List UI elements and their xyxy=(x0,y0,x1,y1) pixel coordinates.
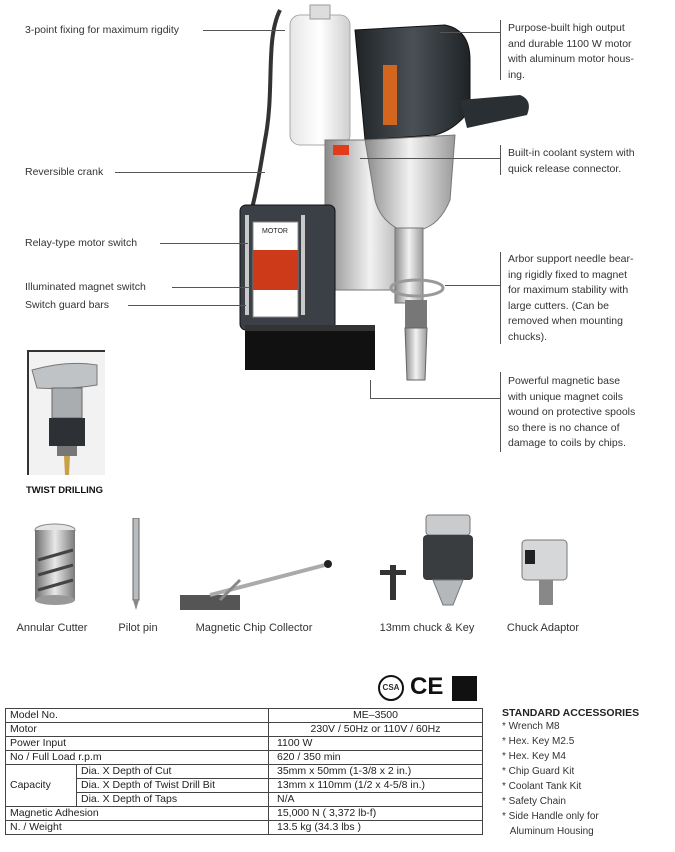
callout-reversible-crank: Reversible crank xyxy=(25,166,104,178)
magnetic-drill-illustration xyxy=(205,0,535,385)
accessory-label-chip-collector: Magnetic Chip Collector xyxy=(195,622,313,634)
spec-table xyxy=(5,708,483,835)
accessory-label-annular-cutter: Annular Cutter xyxy=(16,622,88,634)
table-row: No / Full Load r.p.m 620 / 350 min xyxy=(6,751,483,765)
table-row: N. / Weight 13.5 kg (34.3 lbs ) xyxy=(6,821,483,835)
ce-mark: CE xyxy=(410,673,444,700)
callout-motor: Purpose-built high output and durable 1100 W motor with aluminum motor hous- ing. xyxy=(508,22,635,81)
motor-panel-label: MOTOR xyxy=(262,228,288,235)
list-item: * Wrench M8 xyxy=(502,721,560,732)
annular-cutter-image xyxy=(28,520,83,615)
pilot-pin-image xyxy=(128,518,144,610)
callout-guard-bars: Switch guard bars xyxy=(25,299,110,311)
table-row: Motor 230V / 50Hz or 110V / 60Hz xyxy=(6,723,483,737)
chip-collector-image xyxy=(180,560,335,610)
table-row: Power Input 1100 W xyxy=(6,737,483,751)
black-square-mark xyxy=(452,676,477,701)
list-item: * Side Handle only for xyxy=(502,811,599,822)
csa-mark: CSA xyxy=(378,675,404,701)
table-row: Magnetic Adhesion 15,000 N ( 3,372 lb-f) xyxy=(6,807,483,821)
twist-drilling-label: TWIST DRILLING xyxy=(26,485,104,496)
standard-accessories xyxy=(502,707,672,839)
accessory-label-chuck-key: 13mm chuck & Key xyxy=(379,622,475,634)
twist-drilling-image xyxy=(27,350,105,475)
callout-relay-switch: Relay-type motor switch xyxy=(25,237,138,249)
table-row: Model No. ME–3500 xyxy=(6,709,483,723)
list-item: * Chip Guard Kit xyxy=(502,766,575,777)
chuck-key-image xyxy=(378,510,478,615)
standard-accessories-title: STANDARD ACCESSORIES xyxy=(502,707,640,719)
callout-three-point-fixing: 3-point fixing for maximum rigdity xyxy=(25,24,180,36)
list-item: * Coolant Tank Kit xyxy=(502,781,582,792)
callout-magnet-switch: Illuminated magnet switch xyxy=(25,281,146,293)
list-item: * Hex. Key M2.5 xyxy=(502,736,575,747)
table-row: Dia. X Depth of Twist Drill Bit 13mm x 110mm (1/2 x 4-5/8 in.) xyxy=(6,779,483,793)
list-item: * Safety Chain xyxy=(502,796,566,807)
callout-magnetic-base: Powerful magnetic base with unique magnet coils wound on protective spools so there is no chance of damage to coils by chips. xyxy=(508,375,636,449)
accessory-label-pilot-pin: Pilot pin xyxy=(118,622,158,634)
accessory-label-chuck-adaptor: Chuck Adaptor xyxy=(506,622,580,634)
list-item: Aluminum Housing xyxy=(502,826,594,837)
callout-coolant: Built-in coolant system with quick release connector. xyxy=(508,147,635,175)
callout-arbor: Arbor support needle bear- ing rigidly fixed to magnet for maximum stability with large cutters. (Can be removed when mounting chucks). xyxy=(508,253,634,343)
list-item: * Hex. Key M4 xyxy=(502,751,566,762)
chuck-adaptor-image xyxy=(517,535,572,610)
table-row: Dia. X Depth of Taps N/A xyxy=(6,793,483,807)
table-row: Capacity Dia. X Depth of Cut 35mm x 50mm (1-3/8 x 2 in.) xyxy=(6,765,483,779)
